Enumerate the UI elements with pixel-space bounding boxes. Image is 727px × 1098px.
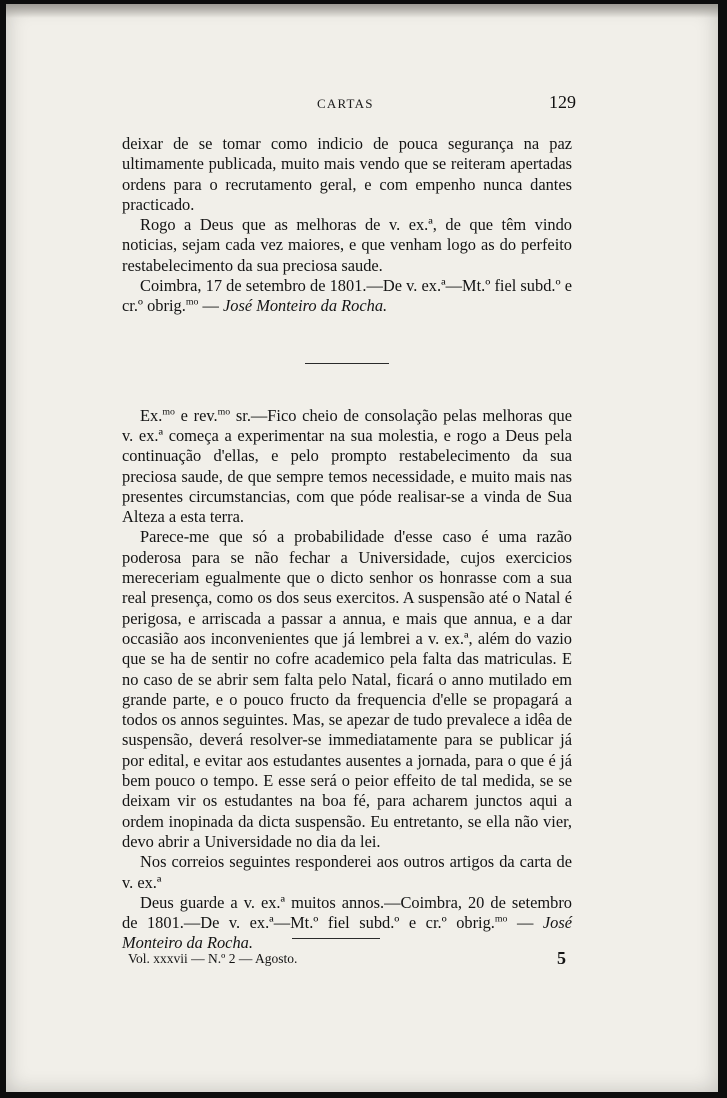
page-footer <box>122 930 572 970</box>
paragraph: deixar de se tomar como indicio de pouca segurança na paz ultimamente publicada, muito mais vendo que se reiteram apertadas ordens para o recrutamento geral, e com empenho nunca dantes practicado. <box>122 134 572 214</box>
paragraph: Nos correios seguintes responderei aos outros artigos da carta de v. ex.ª <box>122 852 572 892</box>
page-header <box>122 92 576 116</box>
signature: José Monteiro da Rocha. <box>222 296 388 316</box>
signature: José Monteiro da Rocha. <box>122 913 572 953</box>
footer-divider <box>292 938 380 939</box>
section-divider <box>305 363 389 364</box>
body-text <box>122 134 572 954</box>
book-page <box>6 4 718 1092</box>
page-number: 129 <box>549 92 576 112</box>
running-head: CARTAS <box>317 96 374 111</box>
signature-mark: 5 <box>557 948 566 968</box>
paragraph: Parece-me que só a probabilidade d'esse caso é uma razão poderosa para se não fechar a Universidade, cujos exercicios mereceriam egualmente que o dicto senhor os honrasse com a sua real presença, como os dos seus exercitos. A suspensão até o Natal é perigosa, e arriscada a passar a annua, e mais que annua, e a dar occasião aos inconvenientes que já lembrei a v. ex.ª, além do vazio que se ha de sentir no cofre academico pela falta das matriculas. E no caso de se abrir sem falta pelo Natal, ficará o anno mutilado em grande parte, e o pouco fructo da frequencia d'elle se propagará a todos os annos seguintes. Mas, se apezar de tudo prevalece a idêa de suspensão, deverá resolver-se immediatamente para se publicar já por edital, e evitar aos estudantes ausentes a jornada, para o que é já bem pouco o tempo. E esse será o peior effeito de tal medida, se se deixam vir os estudantes na boa fé, para acharem junctos aqui a ordem inopinada da dicta suspensão. Eu entretanto, se ella não vier, devo abrir a Universidade no dia da lei. <box>122 527 572 851</box>
letter-closing: Coimbra, 17 de setembro de 1801.—De v. ex.ª—Mt.º fiel subd.º e cr.º obrig.$^{mo}$ — José Monteiro da Rocha. <box>122 276 572 316</box>
paragraph: Rogo a Deus que as melhoras de v. ex.ª, de que têm vindo noticias, sejam cada vez maiores, e que venham logo as do perfeito restabelecimento da sua preciosa saude. <box>122 215 572 275</box>
volume-info: Vol. xxxvii — N.º 2 — Agosto. <box>128 951 298 966</box>
letter-closing: Deus guarde a v. ex.ª muitos annos.—Coimbra, 20 de setembro de 1801.—De v. ex.ª—Mt.º fiel subd.º e cr.º obrig.$^{mo}$ — José Monteiro da Rocha. <box>122 892 572 953</box>
letter-opening: Ex.$^{mo}$ e rev.$^{mo}$ sr.—Fico cheio de consolação pelas melhoras que v. ex.ª começa a experimentar na sua molestia, e rogo a Deus pela continuação d'ellas, e pelo prompto restabelecimento da sua preciosa saude, de que sempre temos necessidade, e muito mais nas presentes circumstancias, com que póde realisar-se a vinda de Sua Alteza a esta terra. <box>122 405 572 527</box>
